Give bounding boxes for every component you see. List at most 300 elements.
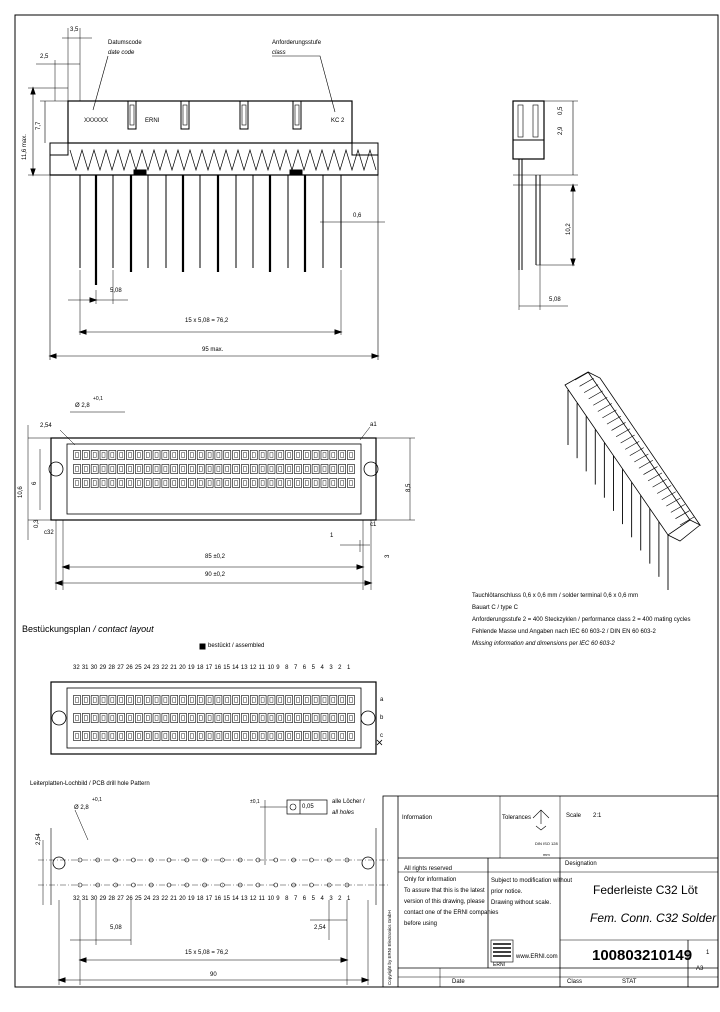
dim-7-7: 7,7 <box>36 121 42 130</box>
pcb-title: Leiterplatten-Lochbild / PCB drill hole Pattern <box>30 781 150 787</box>
dim-1: 1 <box>330 533 334 539</box>
top-contact <box>294 465 301 474</box>
top-contact <box>91 451 98 460</box>
top-contact <box>100 479 107 488</box>
top-contact-inner <box>288 481 291 486</box>
contact-number: 19 <box>187 665 195 671</box>
layout-contact <box>241 714 248 723</box>
top-contact <box>82 451 89 460</box>
top-contact-inner <box>155 481 158 486</box>
top-contact <box>348 465 355 474</box>
layout-contact <box>206 732 213 741</box>
layout-contact-inner <box>279 716 282 721</box>
top-contact-inner <box>173 467 176 472</box>
layout-contact-inner <box>146 716 149 721</box>
layout-contact-inner <box>199 698 202 703</box>
top-contact <box>286 479 293 488</box>
top-contact-inner <box>76 481 79 486</box>
layout-contact-inner <box>279 698 282 703</box>
top-contact-inner <box>84 453 87 458</box>
layout-contact <box>188 696 195 705</box>
layout-contact-inner <box>102 734 105 739</box>
pcb-number: 14 <box>232 896 239 902</box>
tb-date-label: Date <box>452 979 465 985</box>
top-contact <box>153 479 160 488</box>
dim-2-9: 2,9 <box>558 126 564 135</box>
layout-contact-inner <box>129 698 132 703</box>
top-contact <box>180 465 187 474</box>
top-contact <box>312 451 319 460</box>
top-contact <box>339 479 346 488</box>
layout-contact-inner <box>137 734 140 739</box>
label-anforderungsstufe: Anforderungsstufe <box>272 40 322 46</box>
top-contact <box>144 479 151 488</box>
top-contact <box>188 465 195 474</box>
layout-contact <box>312 696 319 705</box>
iso-hatch-line <box>602 410 616 418</box>
iso-hatch-line <box>630 448 644 456</box>
top-contact-inner <box>261 453 264 458</box>
tol-hole-2-8: +0,1 <box>93 396 103 402</box>
contact-number: 20 <box>179 665 186 671</box>
top-contact <box>74 479 81 488</box>
top-contact <box>74 451 81 460</box>
label-a1: a1 <box>370 422 377 428</box>
pcb-all-holes-en: all holes <box>332 810 355 816</box>
layout-contact <box>321 732 328 741</box>
layout-contact <box>286 696 293 705</box>
iso-hatch-line <box>616 429 630 437</box>
layout-contact-inner <box>120 734 123 739</box>
top-contact-inner <box>199 453 202 458</box>
layout-contact <box>188 714 195 723</box>
contact-number: 32 <box>73 665 80 671</box>
iso-hatch-line <box>584 385 598 393</box>
top-contact-inner <box>314 467 317 472</box>
top-contact <box>206 465 213 474</box>
layout-contact-inner <box>323 716 326 721</box>
top-contact <box>339 465 346 474</box>
dim-pitch: 15 x 5,08 = 76,2 <box>185 318 229 324</box>
pcb-number: 22 <box>161 896 169 902</box>
front-view <box>28 28 385 360</box>
contact-number: 26 <box>126 665 133 671</box>
layout-contact <box>277 714 284 723</box>
top-contact-inner <box>235 467 238 472</box>
layout-contact <box>321 696 328 705</box>
layout-contact-inner <box>84 716 87 721</box>
layout-contact <box>277 696 284 705</box>
top-contact-inner <box>190 481 193 486</box>
top-contact <box>118 451 125 460</box>
top-contact <box>277 465 284 474</box>
layout-contact-inner <box>217 698 220 703</box>
spec-line: Missing information and dimensions per IEC 60 603-2 <box>472 641 615 647</box>
top-contact <box>303 479 310 488</box>
tb-side-text: Copyright by ERNI Electronics GmbH <box>387 910 392 985</box>
label-c1: c1 <box>370 522 377 528</box>
layout-contact <box>286 732 293 741</box>
layout-contact-inner <box>235 716 238 721</box>
top-contact-inner <box>314 481 317 486</box>
layout-contact-inner <box>350 698 353 703</box>
pcb-pattern <box>38 800 390 985</box>
layout-contact-inner <box>235 734 238 739</box>
top-contact-inner <box>243 453 246 458</box>
top-contact-inner <box>190 467 193 472</box>
contact-number: 14 <box>232 665 239 671</box>
layout-contact <box>268 732 275 741</box>
top-contact-inner <box>323 453 326 458</box>
layout-contact-inner <box>243 734 246 739</box>
dim-5-08: 5,08 <box>110 288 122 294</box>
layout-contact-inner <box>155 716 158 721</box>
top-contact <box>312 465 319 474</box>
top-contact-inner <box>208 481 211 486</box>
layout-contact <box>91 714 98 723</box>
layout-contact-inner <box>102 698 105 703</box>
top-contact-inner <box>332 467 335 472</box>
layout-contact <box>321 714 328 723</box>
layout-contact-inner <box>129 716 132 721</box>
top-contact <box>109 479 116 488</box>
iso-hatch-line <box>675 511 689 519</box>
top-contact-inner <box>111 481 114 486</box>
dim-hole-2-8: Ø 2,8 <box>75 403 90 409</box>
contact-number: 9 <box>276 665 280 671</box>
layout-contact <box>171 714 178 723</box>
top-contact <box>303 465 310 474</box>
tb-url: www.ERNI.com <box>516 954 558 960</box>
top-contact-inner <box>208 453 211 458</box>
layout-contact-inner <box>261 734 264 739</box>
top-contact-inner <box>350 453 353 458</box>
iso-hatch-line <box>639 460 653 468</box>
pcb-number: 7 <box>293 896 298 902</box>
top-contact-inner <box>350 481 353 486</box>
tb-part-number: 100803210149 <box>592 947 693 964</box>
top-contact-inner <box>243 467 246 472</box>
iso-hatch-line <box>589 391 603 399</box>
top-contact <box>135 465 142 474</box>
layout-contact-inner <box>332 716 335 721</box>
pcb-hole-tol: +0,1 <box>92 797 102 803</box>
top-contact-inner <box>102 467 105 472</box>
layout-contact <box>82 714 89 723</box>
top-contact-inner <box>279 453 282 458</box>
contact-number: 17 <box>205 665 213 671</box>
layout-contact-inner <box>146 698 149 703</box>
tb-scale: Scale <box>566 813 582 819</box>
layout-contact-inner <box>190 698 193 703</box>
top-contact <box>259 465 266 474</box>
top-contact-inner <box>217 481 220 486</box>
top-contact <box>339 451 346 460</box>
top-contact-inner <box>76 453 79 458</box>
layout-contact-inner <box>226 734 229 739</box>
pcb-number: 23 <box>152 896 160 902</box>
tb-status: STAT <box>622 979 637 985</box>
contact-number: 27 <box>117 665 124 671</box>
spec-line: Tauchlötanschluss 0,6 x 0,6 mm / solder terminal 0,6 x 0,6 mm <box>472 593 639 599</box>
top-contact <box>144 465 151 474</box>
tb-units: mm <box>543 852 550 857</box>
layout-contact-inner <box>199 734 202 739</box>
top-contact <box>180 451 187 460</box>
top-contact <box>294 451 301 460</box>
layout-contact <box>294 714 301 723</box>
layout-contact <box>162 714 169 723</box>
top-contact <box>330 465 337 474</box>
layout-contact <box>144 696 151 705</box>
iso-hatch-line <box>612 422 626 430</box>
top-contact <box>250 451 257 460</box>
layout-contact-inner <box>252 734 255 739</box>
top-contact-inner <box>137 453 140 458</box>
top-contact-inner <box>226 453 229 458</box>
layout-contact-inner <box>261 698 264 703</box>
top-contact-inner <box>305 481 308 486</box>
layout-contact <box>180 714 187 723</box>
top-contact <box>206 451 213 460</box>
layout-contact-inner <box>93 734 96 739</box>
top-contact <box>197 451 204 460</box>
layout-contact-inner <box>305 698 308 703</box>
layout-contact-inner <box>261 716 264 721</box>
pcb-number: 29 <box>99 896 107 902</box>
iso-hatch-line <box>621 435 635 443</box>
contact-number: 28 <box>108 665 116 671</box>
dim-height-max: 11,6 max. <box>22 134 28 160</box>
layout-contact-inner <box>155 698 158 703</box>
top-contact <box>206 479 213 488</box>
contact-number: 31 <box>81 665 89 671</box>
layout-contact-inner <box>190 734 193 739</box>
layout-contact-inner <box>252 716 255 721</box>
layout-contact <box>171 696 178 705</box>
top-contact <box>82 479 89 488</box>
front-housing <box>68 101 352 143</box>
top-contact <box>162 479 169 488</box>
layout-contact-inner <box>235 698 238 703</box>
pcb-number: 32 <box>73 896 80 902</box>
top-contact-inner <box>332 453 335 458</box>
top-contact-inner <box>252 481 255 486</box>
pcb-number: 4 <box>320 896 324 902</box>
layout-contact <box>250 732 257 741</box>
top-contact <box>268 451 275 460</box>
layout-contact-inner <box>332 734 335 739</box>
iso-hatch-line <box>575 372 589 380</box>
layout-contact <box>224 696 231 705</box>
layout-contact-inner <box>129 734 132 739</box>
iso-hatch-line <box>625 441 639 449</box>
layout-contact-inner <box>323 698 326 703</box>
pcb-dim-2-54-b: 2,54 <box>314 925 326 931</box>
top-contact <box>277 479 284 488</box>
top-contact <box>197 465 204 474</box>
top-contact <box>162 451 169 460</box>
layout-contact-inner <box>296 716 299 721</box>
dim-6: 6 <box>32 481 38 485</box>
contact-number: 7 <box>293 665 298 671</box>
top-contact <box>241 451 248 460</box>
pcb-number: 20 <box>179 896 186 902</box>
rights-line: contact one of the ERNI companies <box>404 910 499 916</box>
layout-contact <box>74 714 81 723</box>
layout-contact <box>294 732 301 741</box>
tb-projection: DIN ISO 128 <box>535 841 558 846</box>
top-contact-inner <box>279 467 282 472</box>
layout-contact <box>144 732 151 741</box>
contact-number: 18 <box>196 665 204 671</box>
dim-3: 3 <box>385 554 391 558</box>
top-contact <box>144 451 151 460</box>
layout-contact-inner <box>173 698 176 703</box>
tb-scale-value: 2:1 <box>593 813 602 819</box>
top-contact-inner <box>173 481 176 486</box>
layout-contact <box>153 696 160 705</box>
layout-contact-inner <box>243 716 246 721</box>
top-view-contacts <box>74 451 355 488</box>
layout-contact-inner <box>111 698 114 703</box>
rights-line: version of this drawing, please <box>404 899 485 905</box>
contact-number: 2 <box>338 665 342 671</box>
top-contact-inner <box>155 453 158 458</box>
layout-contact <box>330 714 337 723</box>
layout-contact <box>144 714 151 723</box>
layout-contact <box>127 732 134 741</box>
pcb-number: 18 <box>196 896 204 902</box>
top-contact <box>215 465 222 474</box>
top-contact <box>348 451 355 460</box>
layout-contact-inner <box>252 698 255 703</box>
top-contact-inner <box>137 481 140 486</box>
pcb-all-holes-de: alle Löcher / <box>332 799 365 805</box>
layout-contact-inner <box>84 734 87 739</box>
top-contact-inner <box>93 481 96 486</box>
layout-contact <box>312 714 319 723</box>
layout-contact <box>153 732 160 741</box>
layout-contact-inner <box>199 716 202 721</box>
contact-layout-drawing <box>51 644 382 754</box>
layout-contact <box>91 732 98 741</box>
top-contact-inner <box>350 467 353 472</box>
layout-contact <box>277 732 284 741</box>
top-contact-inner <box>261 467 264 472</box>
top-contact <box>109 465 116 474</box>
layout-contact <box>233 732 240 741</box>
rights-line: All rights reserved <box>404 866 453 872</box>
layout-contact <box>206 696 213 705</box>
layout-contact-inner <box>120 716 123 721</box>
subject-line: Subject to modification without <box>491 878 573 884</box>
layout-contact-inner <box>270 716 273 721</box>
tb-class-label: Class <box>567 979 583 985</box>
top-contact-inner <box>129 481 132 486</box>
top-contact-inner <box>199 481 202 486</box>
top-contact-inner <box>120 481 123 486</box>
layout-contact <box>259 732 266 741</box>
label-class: class <box>272 50 286 56</box>
contact-teeth <box>70 150 376 170</box>
layout-contact-inner <box>314 716 317 721</box>
layout-contact-inner <box>190 716 193 721</box>
contact-number: 4 <box>320 665 324 671</box>
layout-contact-inner <box>164 716 167 721</box>
top-contact <box>109 451 116 460</box>
top-contact-inner <box>93 467 96 472</box>
top-contact-inner <box>252 467 255 472</box>
label-date-code: date code <box>108 50 135 56</box>
rights-line: Only for information <box>404 877 457 883</box>
layout-contact-inner <box>173 734 176 739</box>
top-contact <box>286 451 293 460</box>
legend-assembled: bestückt / assembled <box>208 643 265 649</box>
layout-contact-inner <box>332 698 335 703</box>
layout-contact <box>259 714 266 723</box>
pcb-number: 11 <box>258 896 265 902</box>
top-contact-inner <box>270 453 273 458</box>
top-contact <box>224 465 231 474</box>
layout-contact-inner <box>111 734 114 739</box>
layout-contact <box>135 714 142 723</box>
layout-contact <box>162 696 169 705</box>
top-contact-inner <box>305 453 308 458</box>
label-c32: c32 <box>44 530 54 536</box>
layout-contact <box>153 714 160 723</box>
top-contact-inner <box>341 453 344 458</box>
top-contact-inner <box>235 453 238 458</box>
layout-contact <box>268 696 275 705</box>
contact-number: 1 <box>347 665 351 671</box>
top-contact-inner <box>182 467 185 472</box>
layout-contact-inner <box>182 698 185 703</box>
layout-contact <box>303 696 310 705</box>
dim-2-54: 2,54 <box>40 423 52 429</box>
dim-width-max: 95 max. <box>202 347 224 353</box>
rights-line: To assure that this is the latest <box>404 888 485 894</box>
layout-contact-inner <box>93 698 96 703</box>
top-contact <box>250 479 257 488</box>
layout-contact-inner <box>76 698 79 703</box>
top-contact-inner <box>296 467 299 472</box>
layout-contact-inner <box>217 734 220 739</box>
spec-line: Bauart C / type C <box>472 605 519 611</box>
dim-2-5: 2,5 <box>40 54 49 60</box>
top-contact <box>241 479 248 488</box>
pcb-number: 24 <box>143 896 151 902</box>
top-contact-inner <box>76 467 79 472</box>
layout-contact-inner <box>288 716 291 721</box>
pcb-number: 9 <box>276 896 280 902</box>
layout-contact-inner <box>226 716 229 721</box>
layout-contact <box>233 714 240 723</box>
layout-contact <box>250 714 257 723</box>
layout-contact <box>348 696 355 705</box>
top-contact <box>171 479 178 488</box>
layout-contact <box>118 714 125 723</box>
layout-contact <box>74 696 81 705</box>
layout-contact <box>74 732 81 741</box>
layout-contact-inner <box>314 734 317 739</box>
layout-contact <box>330 696 337 705</box>
layout-contact-inner <box>93 716 96 721</box>
top-contact-inner <box>164 453 167 458</box>
pcb-number: 13 <box>240 896 248 902</box>
layout-contact <box>312 732 319 741</box>
iso-hatch-line <box>643 467 657 475</box>
